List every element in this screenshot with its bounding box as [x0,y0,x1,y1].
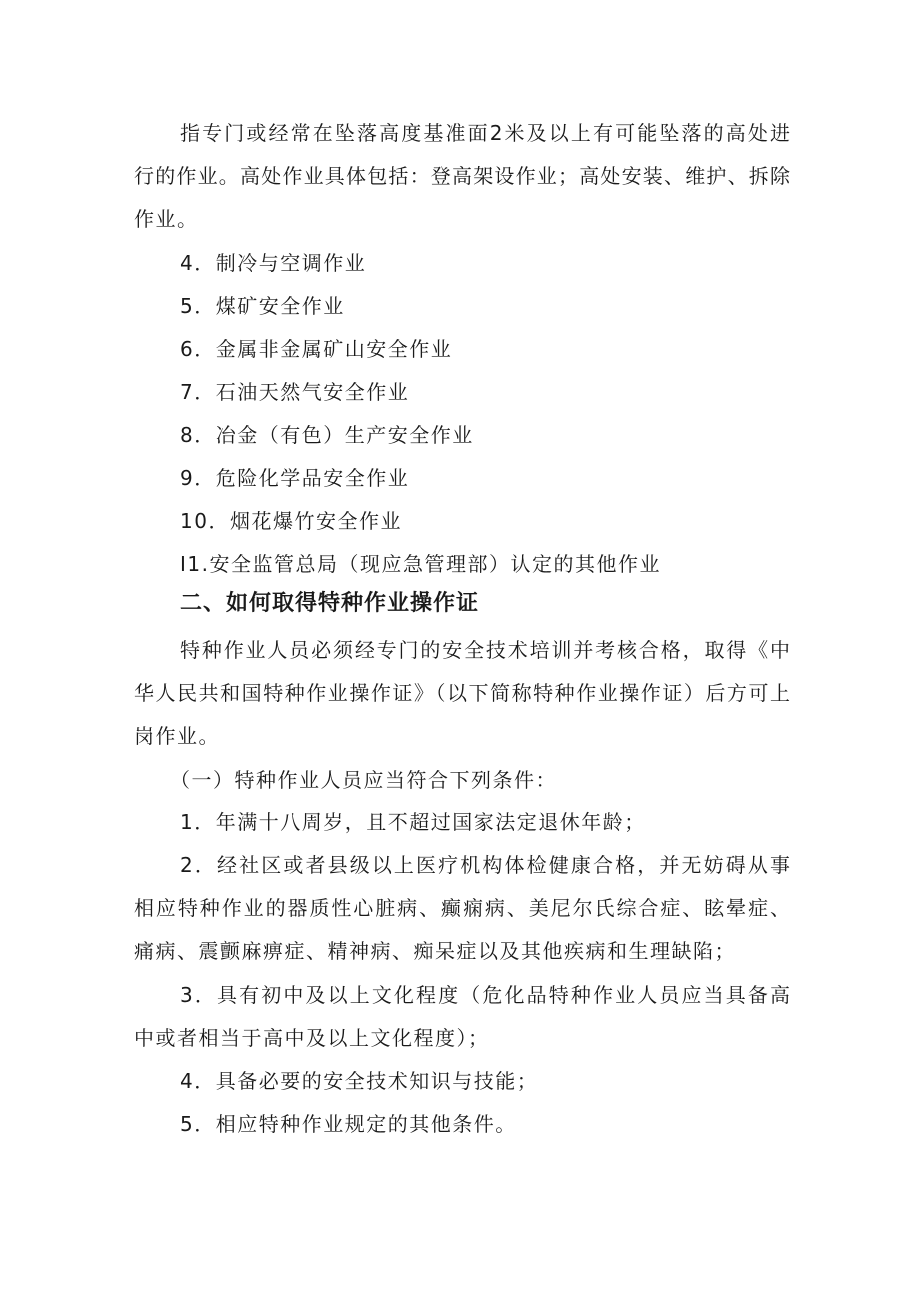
paragraph-line: 华人民共和国特种作业操作证》（以下简称特种作业操作证）后方可上 [134,681,790,705]
paragraph-line: 岗作业。 [134,724,220,748]
paragraph-line: 指专门或经常在坠落高度基准面2米及以上有可能坠落的高处进 [180,121,790,145]
list-item: 6．金属非金属矿山安全作业 [180,337,453,361]
list-item: 7．石油天然气安全作业 [180,380,410,404]
paragraph-line: 作业。 [134,207,199,231]
list-item: 10．烟花爆竹安全作业 [180,509,402,533]
subsection-heading: （一）特种作业人员应当符合下列条件： [170,768,557,792]
section-heading: 二、如何取得特种作业操作证 [180,591,480,616]
condition-item: 4．具备必要的安全技术知识与技能； [180,1069,539,1093]
list-item: 9．危险化学品安全作业 [180,466,410,490]
condition-item: 5．相应特种作业规定的其他条件。 [180,1112,517,1136]
list-item: 8．冶金（有色）生产安全作业 [180,423,474,447]
paragraph-line: 行的作业。高处作业具体包括：登高架设作业；高处安装、维护、拆除 [134,164,790,188]
list-item: 4．制冷与空调作业 [180,251,367,275]
list-item: 5．煤矿安全作业 [180,294,345,318]
paragraph-line: 特种作业人员必须经专门的安全技术培训并考核合格，取得《中 [180,638,790,662]
list-item: I1.安全监管总局（现应急管理部）认定的其他作业 [180,552,661,576]
condition-item: 3．具有初中及以上文化程度（危化品特种作业人员应当具备高 [180,983,790,1007]
condition-item: 中或者相当于高中及以上文化程度）； [134,1026,490,1050]
condition-item: 2．经社区或者县级以上医疗机构体检健康合格，并无妨碍从事 [180,853,790,877]
condition-item: 相应特种作业的器质性心脏病、癫痫病、美尼尔氏综合症、眩晕症、 [134,896,790,920]
condition-item: 1．年满十八周岁，且不超过国家法定退休年龄； [180,810,646,834]
condition-item: 痛病、震颤麻痹症、精神病、痴呆症以及其他疾病和生理缺陷； [134,939,736,963]
